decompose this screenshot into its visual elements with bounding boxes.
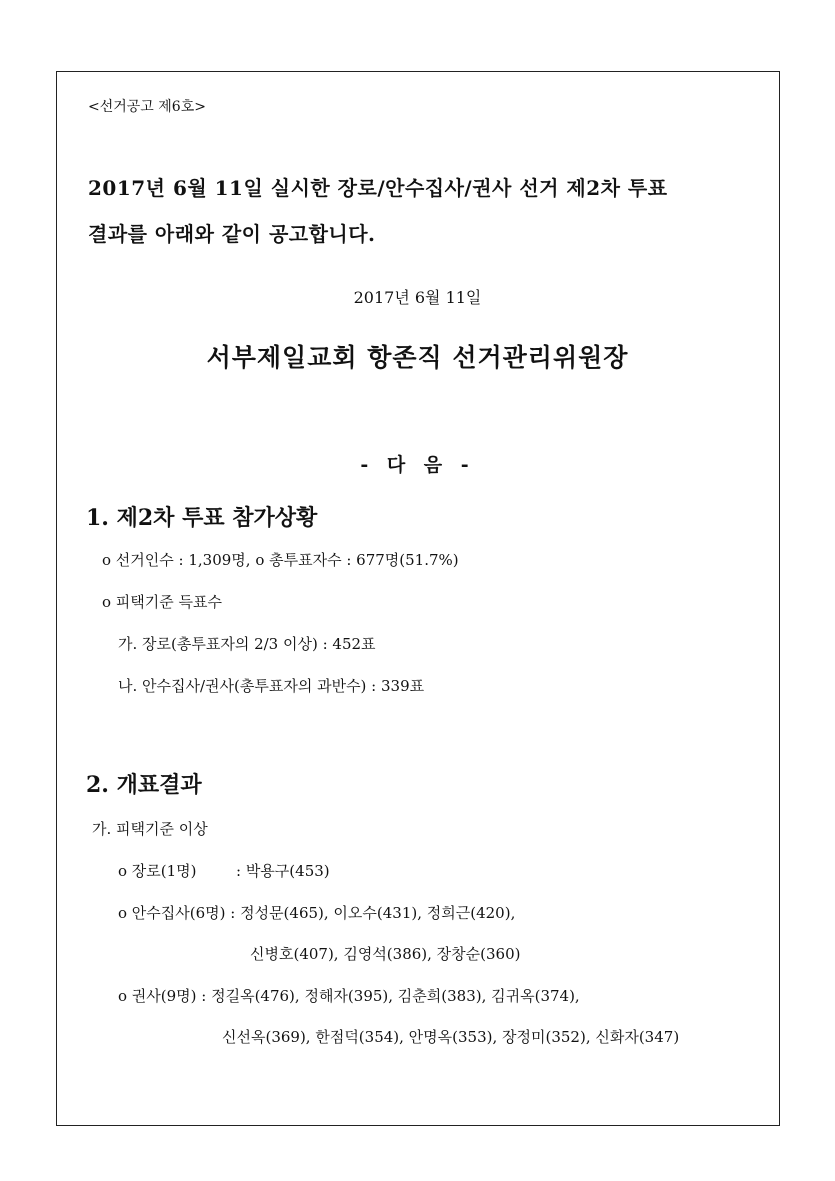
deacon-results-line-2: 신병호(407), 김영석(386), 장창순(360) xyxy=(250,945,521,963)
section-2-title: 2. 개표결과 xyxy=(86,772,202,798)
elder-result: : 박용구(453) xyxy=(236,862,330,880)
turnout-line: o 선거인수 : 1,309명, o 총투표자수 : 677명(51.7%) xyxy=(102,551,459,569)
announcement-line-1: 2017년 6월 11일 실시한 장로/안수집사/권사 선거 제2차 투표 xyxy=(88,176,668,200)
section-2-subtitle: 가. 피택기준 이상 xyxy=(92,820,208,838)
deacon-results-line-1: o 안수집사(6명) : 정성문(465), 이오수(431), 정희근(420), xyxy=(118,904,516,922)
notice-number: <선거공고 제6호> xyxy=(88,99,206,115)
kwonsa-results-line-1: o 권사(9명) : 정길옥(476), 정해자(395), 김춘희(383), 김귀옥(374), xyxy=(118,987,580,1005)
threshold-deacon-kwonsa: 나. 안수집사/권사(총투표자의 과반수) : 339표 xyxy=(118,677,425,695)
threshold-elder: 가. 장로(총투표자의 2/3 이상) : 452표 xyxy=(118,635,376,653)
kwonsa-results-line-2: 신선옥(369), 한점덕(354), 안명옥(353), 장정미(352), 신화자(347) xyxy=(222,1028,680,1046)
section-1-title: 1. 제2차 투표 참가상황 xyxy=(86,505,318,531)
announcement-line-2: 결과를 아래와 같이 공고합니다. xyxy=(88,222,376,246)
announcement-date: 2017년 6월 11일 xyxy=(353,288,482,307)
threshold-title: o 피택기준 득표수 xyxy=(102,593,222,611)
issuer-title: 서부제일교회 항존직 선거관리위원장 xyxy=(206,343,629,372)
follows-heading: - 다 음 - xyxy=(360,454,475,476)
elder-label: o 장로(1명) xyxy=(118,862,197,880)
